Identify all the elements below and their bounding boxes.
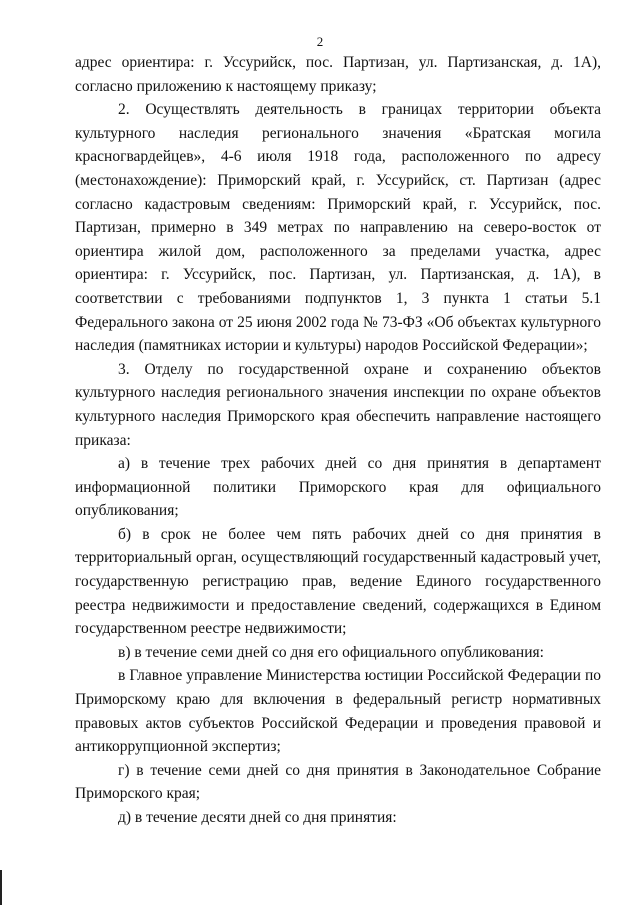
page-number: 2 [316, 34, 324, 49]
subitem-b: б) в срок не более чем пять рабочих дней со дня принятия в территориальный орган, осуществляющий государственный кадастровый учет, государственную регистрацию прав, ведение Единого государственного реестра недвижимости и предоставление сведений, содержащихся в Едином государственном реестре недвижимости; [75, 525, 601, 638]
subitem-v: в) в течение семи дней со дня его официального опубликования: [118, 643, 544, 661]
subitem-d: д) в течение десяти дней со дня принятия: [118, 809, 397, 826]
subitem-g: г) в течение семи дней со дня принятия в Законодательное Собрание Приморского края; [75, 761, 601, 803]
paragraph-item-2: 2. Осуществлять деятельность в границах территории объекта культурного наследия регионального значения «Братская могила красногвардейцев», 4-6 июля 1918 года, расположенного по адресу (местонахождение): Приморский край, г. Уссурийск, ст. Партизан (адрес согласно кадастровым сведениям: Приморский край, г. Уссурийск, пос. Партизан, примерно в 349 метрах по направлению на северо-восток от ориентира жилой дом, расположенного за пределами участка, адрес ориентира: г. Уссурийск, пос. Партизан, ул. Партизанская, д. 1А), в соответствии с требованиями подпунктов 1, 3 пункта 1 статьи 5.1 Федерального закона от 25 июня 2002 года № 73-ФЗ «Об объектах культурного наследия (памятниках истории и культуры) народов Российской Федерации»; [75, 101, 601, 355]
subitem-a: а) в течение трех рабочих дней со дня принятия в департамент информационной политики Приморского края для официального опубликования; [75, 455, 601, 520]
document-body [75, 51, 601, 830]
subitem-v-recipient: в Главное управление Министерства юстиции Российской Федерации по Приморскому краю для включения в федеральный регистр нормативных правовых актов субъектов Российской Федерации и проведения правовой и антикоррупционной экспертиз; [75, 667, 601, 756]
paragraph-continuation: адрес ориентира: г. Уссурийск, пос. Партизан, ул. Партизанская, д. 1А), согласно приложению к настоящему приказу; [75, 54, 601, 95]
scan-edge-mark [0, 870, 2, 905]
paragraph-item-3: 3. Отделу по государственной охране и сохранению объектов культурного наследия регионального значения инспекции по охране объектов культурного наследия Приморского края обеспечить направление настоящего приказа: [75, 360, 601, 449]
